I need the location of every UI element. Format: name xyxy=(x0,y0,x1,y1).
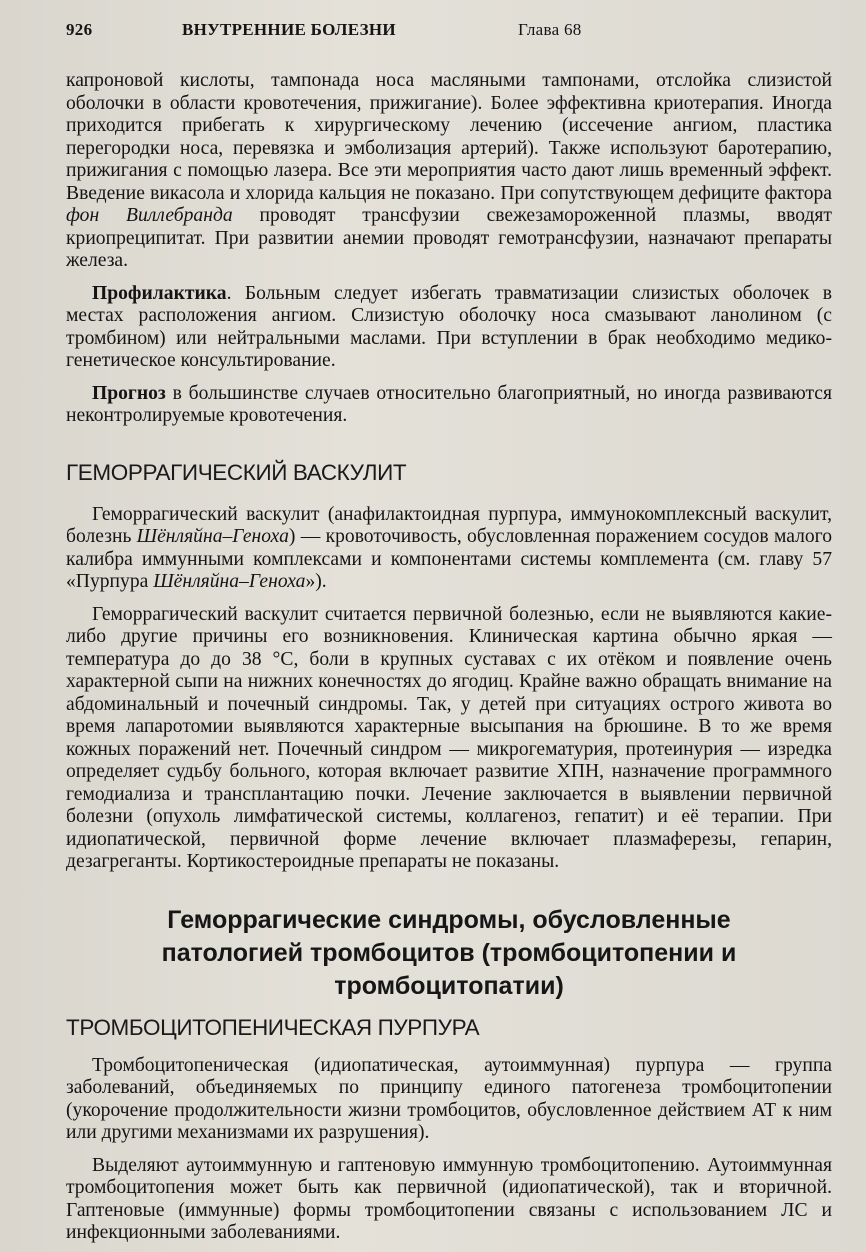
intro-paragraph-treatment: капроновой кислоты, тампонада носа масляными тампонами, отслойка слизистой оболочки в области кровотечения, прижигание). Более эффективна криотерапия. Иногда приходится прибегать к хирургическому лечению (иссечение ангиом, пластика перегородки носа, перевязка и эмболизация артерий). Также используют баротерапию, прижигания с помощью лазера. Все эти мероприятия часто дают лишь временный эффект. Введение викасола и хлорида кальция не показано. При сопутствующем дефиците фактора фон Виллебранда проводят трансфузии свежезамороженной плазмы, вводят криопреципитат. При развитии анемии проводят гемотрансфузии, назначают препараты железа. xyxy=(66,70,832,271)
purpura-types-paragraph: Выделяют аутоиммунную и гаптеновую иммунную тромбоцитопению. Аутоиммунная тромбоцитопения может быть как первичной (идиопатической), так и вторичной. Гаптеновые (иммунные) формы тромбоцитопении связаны с использованием ЛС и инфекционными заболеваниями. xyxy=(66,1154,832,1243)
page-content xyxy=(66,70,832,1245)
running-head xyxy=(66,18,826,44)
intro-paragraph-prevention: Профилактика. Больным следует избегать травматизации слизистых оболочек в местах расположения ангиом. Слизистую оболочку носа смазывают ланолином (с тромбином) или нейтральными маслами. При вступлении в брак необходимо медико-генетическое консультирование. xyxy=(66,282,832,371)
section-heading-vasculitis: ГЕМОРРАГИЧЕСКИЙ ВАСКУЛИТ xyxy=(66,459,407,485)
vasculitis-definition-paragraph: Геморрагический васкулит (анафилактоидная пурпура, иммунокомплексный васкулит, болезнь Шёнляйна–Геноха) — кровоточивость, обусловленная поражением сосудов малого калибра иммунными комплексами и компонентами системы комплемента (см. главу 57 «Пурпура Шёнляйна–Геноха»). xyxy=(66,503,833,592)
chapter-heading: Геморрагические синдромы, обусловленные патологией тромбоцитов (тромбоцитопении и тромбоцитопатии) xyxy=(161,905,737,1000)
lead-term-prevention: Профилактика xyxy=(92,282,227,304)
chapter-label: Глава 68 xyxy=(518,20,582,39)
page-number: 926 xyxy=(66,20,93,39)
italic-term: фон Виллебранда xyxy=(66,205,233,226)
vasculitis-clinical-paragraph: Геморрагический васкулит считается первичной болезнью, если не выявляются какие-либо другие причины его возникновения. Клиническая картина обычно яркая — температура до до 38 °С, боли в крупных суставах с их отёком и появление очень характерной сыпи на нижних конечностях до ягодиц. Крайне важно обращать внимание на абдоминальный и почечный синдромы. Так, у детей при ситуациях острого живота во время лапаротомии выявляются характерные высыпания на брюшине. В то же время кожных поражений нет. Почечный синдром — микрогематурия, протеинурия — изредка определяет судьбу больного, которая включает развитие ХПН, назначение программного гемодиализа и трансплантацию почки. Лечение заключается в выявлении первичной болезни (опухоль лимфатической системы, коллагеноз, гепатит) и её терапии. При идиопатической, первичной форме лечение включает плазмаферезы, гепарин, дезагреганты. Кортикостероидные препараты не показаны. xyxy=(66,603,832,872)
purpura-definition-paragraph: Тромбоцитопеническая (идиопатическая, аутоиммунная) пурпура — группа заболеваний, объединяемых по принципу единого патогенеза тромбоцитопении (укорочение продолжительности жизни тромбоцитов, обусловленное действием АТ к ним или другими механизмами их разрушения). xyxy=(66,1054,832,1143)
italic-term: Шёнляйна–Геноха xyxy=(153,571,306,592)
section-heading-purpura: ТРОМБОЦИТОПЕНИЧЕСКАЯ ПУРПУРА xyxy=(66,1014,480,1040)
italic-term: Шёнляйна–Геноха xyxy=(136,526,289,547)
book-title: ВНУТРЕННИЕ БОЛЕЗНИ xyxy=(182,20,396,39)
lead-term-prognosis: Прогноз xyxy=(92,382,166,404)
intro-paragraph-prognosis: Прогноз в большинстве случаев относительно благоприятный, но иногда развиваются неконтролируемые кровотечения. xyxy=(66,382,832,426)
